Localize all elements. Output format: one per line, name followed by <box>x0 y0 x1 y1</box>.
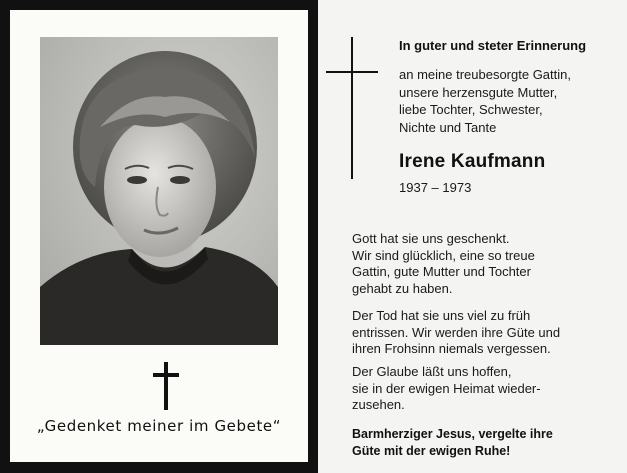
verse-line: sie in der ewigen Heimat wieder- <box>352 380 541 396</box>
closing-line: Barmherziger Jesus, vergelte ihre <box>352 427 553 441</box>
dedication-line: Nichte und Tante <box>399 119 497 135</box>
verse-line: Gott hat sie uns geschenkt. <box>352 231 510 246</box>
lifespan-dates: 1937 – 1973 <box>399 180 472 195</box>
dedication-text <box>399 66 624 136</box>
dedication-line: unsere herzensgute Mutter, <box>399 84 558 100</box>
closing-prayer <box>352 426 622 460</box>
portrait-illustration <box>40 37 278 345</box>
cross-icon <box>153 362 179 410</box>
dedication-line: liebe Tochter, Schwester, <box>399 102 543 117</box>
left-card-panel <box>10 10 308 462</box>
portrait-photo <box>40 37 278 345</box>
verse-line: Wir sind glücklich, eine so treue <box>352 247 535 263</box>
verse-line: entrissen. Wir werden ihre Güte und <box>352 324 561 340</box>
dedication-line: an meine treubesorgte Gattin, <box>399 67 571 82</box>
memory-heading: In guter und steter Erinnerung <box>399 38 587 53</box>
verse-line: Der Glaube läßt uns hoffen, <box>352 364 512 379</box>
closing-line: Güte mit der ewigen Ruhe! <box>352 444 511 458</box>
verse-line: Der Tod hat sie uns viel zu früh <box>352 308 531 323</box>
verse-line: zusehen. <box>352 397 405 412</box>
large-cross-icon <box>326 37 378 179</box>
deceased-name: Irene Kaufmann <box>399 151 546 172</box>
verse-paragraph-3 <box>352 364 622 414</box>
verse-paragraph-2 <box>352 308 622 358</box>
verse-paragraph-1 <box>352 231 622 297</box>
verse-line: gehabt zu haben. <box>352 280 453 296</box>
verse-line: ihren Frohsinn niemals vergessen. <box>352 341 551 356</box>
verse-line: Gattin, gute Mutter und Tochter <box>352 264 531 279</box>
prayer-motto: „Gedenket meiner im Gebete“ <box>36 417 282 435</box>
